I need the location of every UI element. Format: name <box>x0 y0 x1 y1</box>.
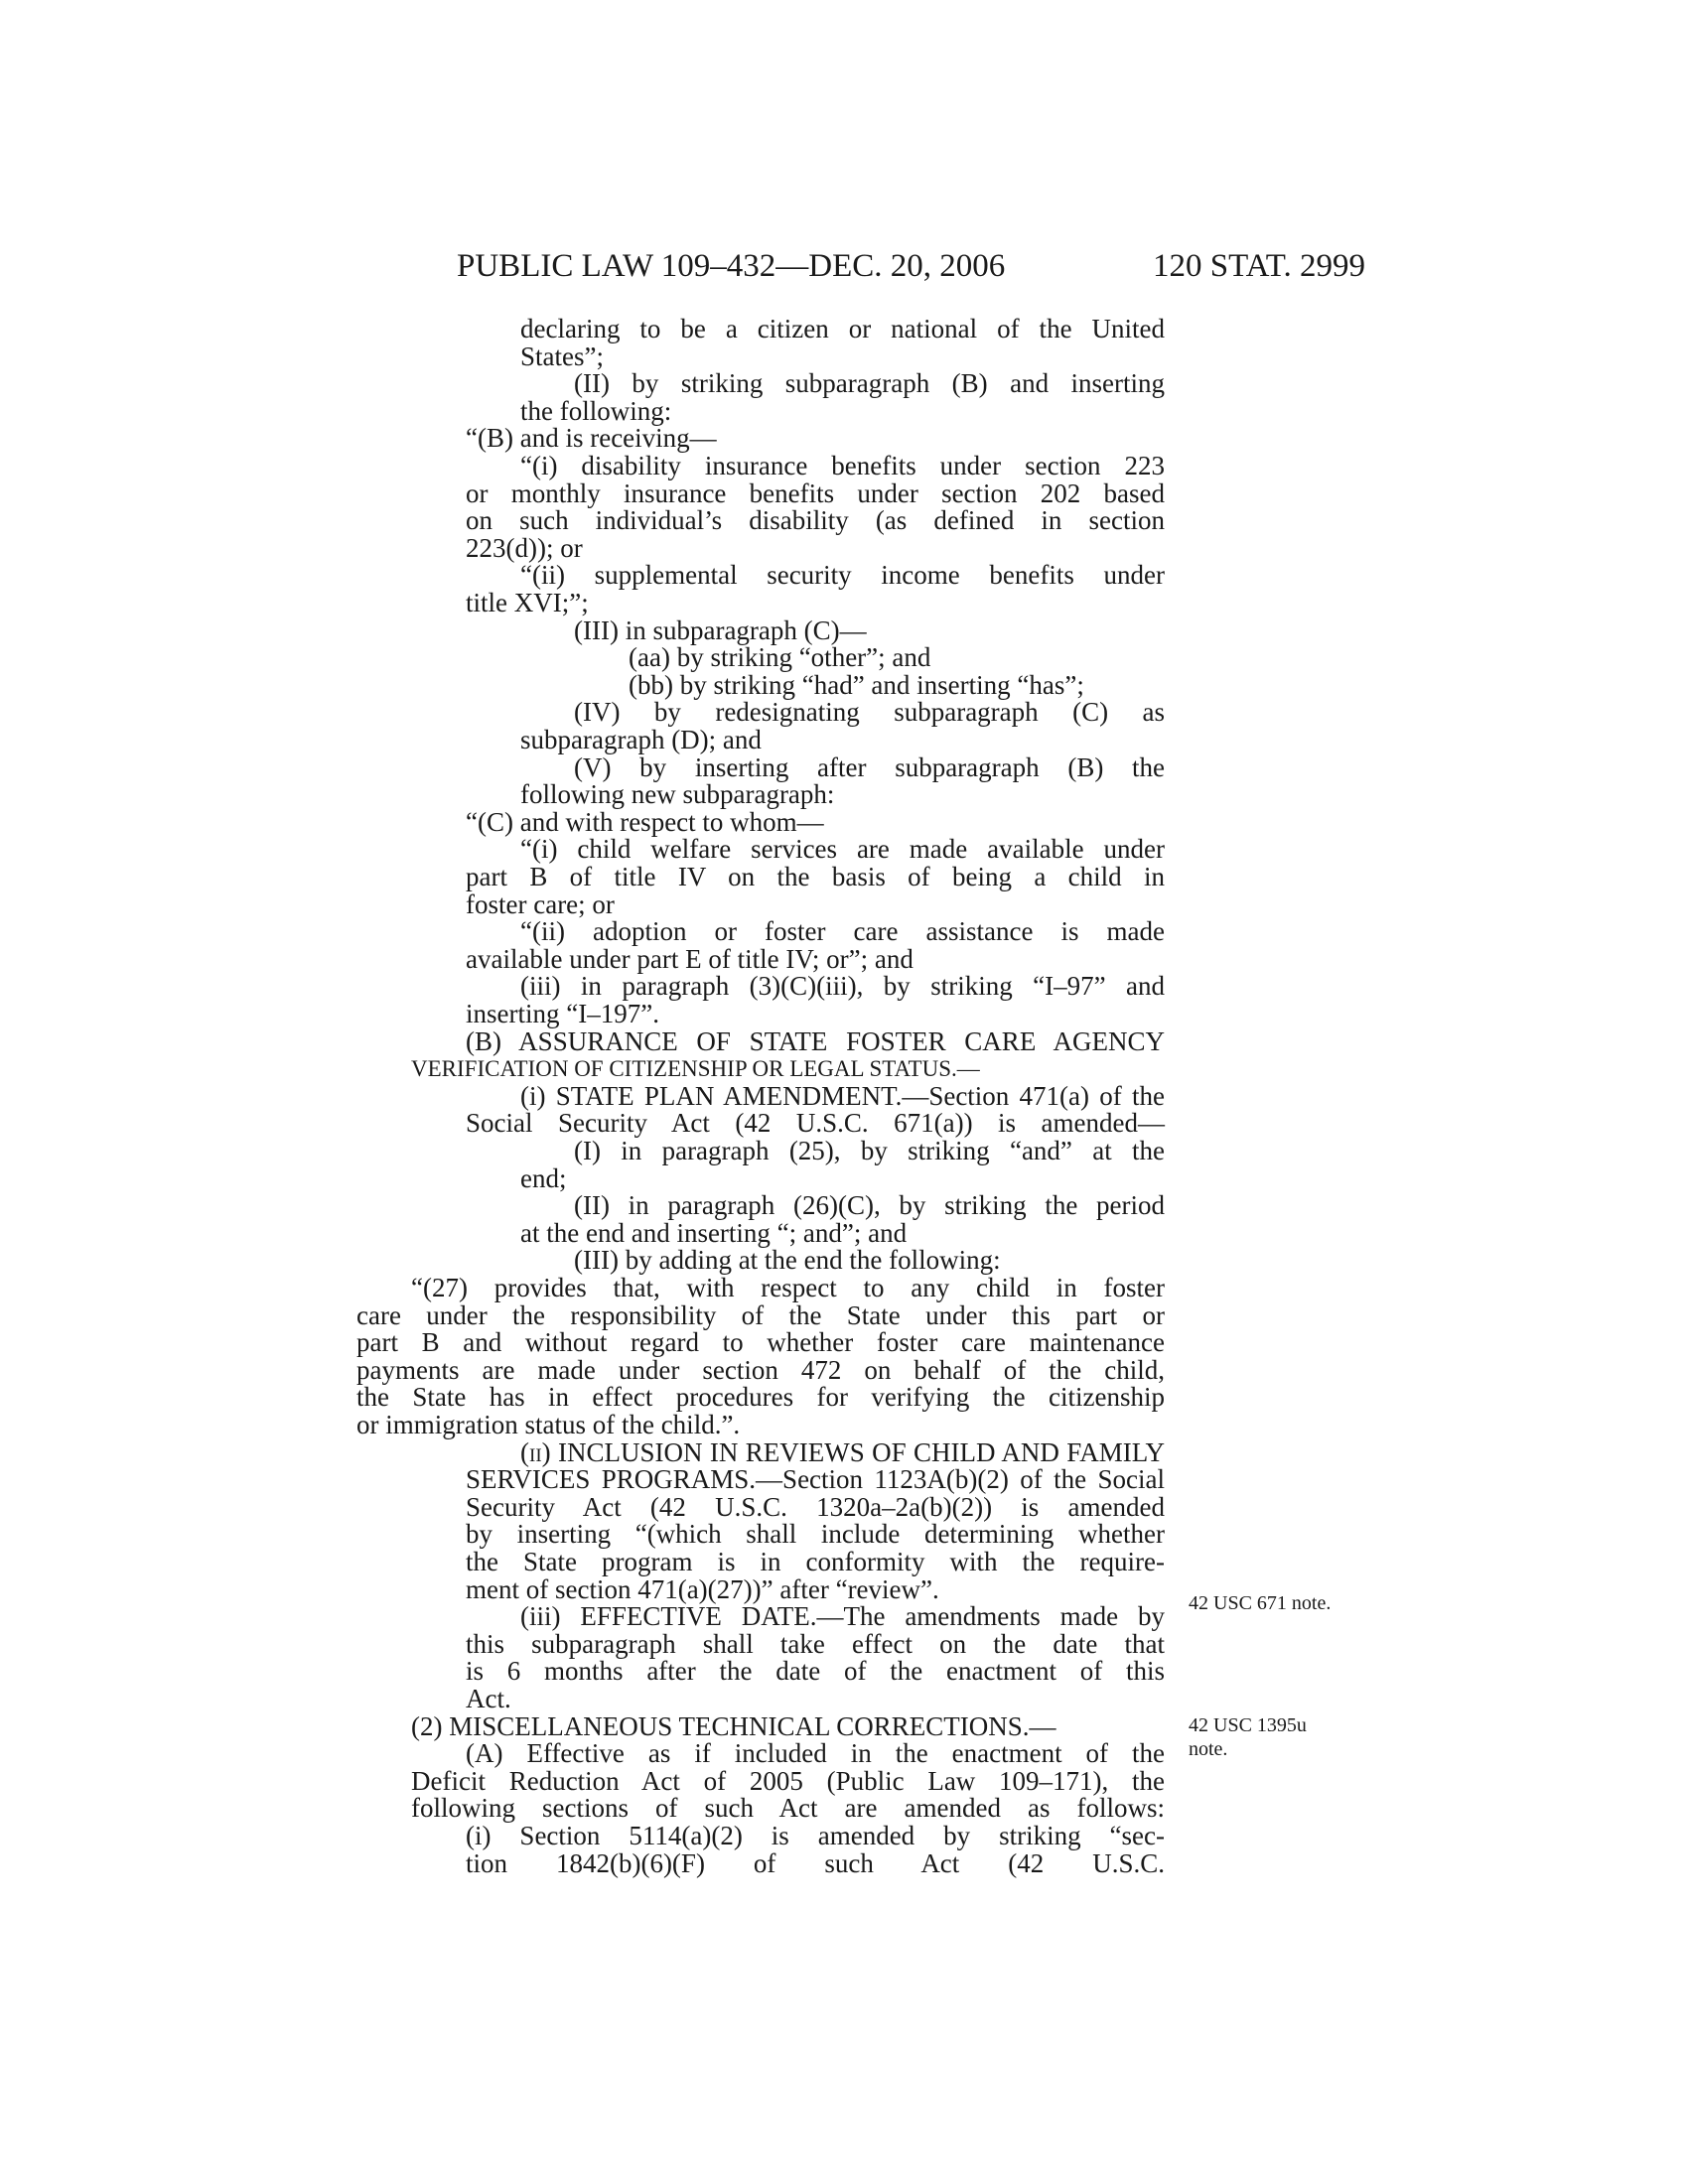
text-line: inserting “I–197”. <box>466 999 659 1028</box>
margin-note: 42 USC 671 note. <box>1189 1592 1332 1614</box>
text-line: (ii) INCLUSION IN REVIEWS OF CHILD AND FAMILY <box>520 1436 1165 1467</box>
header-title: PUBLIC LAW 109–432—DEC. 20, 2006 <box>457 248 1006 284</box>
text-line: (III) by adding at the end the following: <box>574 1245 1001 1276</box>
text-line: subparagraph (D); and <box>520 725 762 754</box>
text-line: (bb) by striking “had” and inserting “has”; <box>629 669 1084 700</box>
text-line: Social Security Act (42 U.S.C. 671(a)) is amended— <box>466 1108 1165 1139</box>
text-line: Act. <box>466 1684 511 1713</box>
text-line: this subparagraph shall take effect on the date that <box>466 1628 1165 1659</box>
text-line: title XVI;”; <box>466 588 589 617</box>
text-line: “(C) and with respect to whom— <box>466 806 824 837</box>
text-line: is 6 months after the date of the enactment of this <box>466 1656 1165 1687</box>
text-line: foster care; or <box>466 888 615 919</box>
text-line: the State program is in conformity with the require- <box>466 1547 1165 1576</box>
text-line: (iii) EFFECTIVE DATE.—The amendments made by <box>520 1601 1165 1632</box>
text-line: Deficit Reduction Act of 2005 (Public Law 109–171), the <box>411 1765 1165 1796</box>
text-line: (iii) in paragraph (3)(C)(iii), by striking “I–97” and <box>520 971 1165 1002</box>
text-line: available under part E of title IV; or”; and <box>466 943 914 974</box>
text-line: declaring to be a citizen or national of the United <box>520 314 1165 343</box>
text-line: (B) ASSURANCE OF STATE FOSTER CARE AGENCY <box>466 1025 1165 1056</box>
text-line: the following: <box>520 395 672 426</box>
text-line: (II) in paragraph (26)(C), by striking the period <box>574 1190 1165 1221</box>
text-line: or monthly insurance benefits under section 202 based <box>466 478 1165 508</box>
text-line: (III) in subparagraph (C)— <box>574 614 867 645</box>
text-line: part B and without regard to whether foster care maintenance <box>356 1327 1165 1358</box>
header-page-number: 120 STAT. 2999 <box>1152 248 1365 284</box>
text-line: ment of section 471(a)(27))” after “review”. <box>466 1573 939 1604</box>
text-line: “(i) child welfare services are made available under <box>520 834 1165 865</box>
text-line: Security Act (42 U.S.C. 1320a–2a(b)(2)) is amended <box>466 1491 1165 1522</box>
text-line: part B of title IV on the basis of being a child in <box>466 862 1165 891</box>
text-line: (II) by striking subparagraph (B) and inserting <box>574 368 1165 399</box>
margin-note: note. <box>1189 1738 1228 1760</box>
text-line: or immigration status of the child.”. <box>356 1410 741 1439</box>
text-line: “(B) and is receiving— <box>466 423 717 454</box>
text-line: (2) MISCELLANEOUS TECHNICAL CORRECTIONS.— <box>411 1710 1056 1741</box>
text-line: (A) Effective as if included in the enactment of the <box>466 1738 1165 1769</box>
text-line: following new subparagraph: <box>520 779 835 810</box>
text-line: “(27) provides that, with respect to any child in foster <box>411 1273 1165 1302</box>
text-line: end; <box>520 1162 567 1193</box>
text-line: States”; <box>520 341 604 371</box>
text-line: payments are made under section 472 on behalf of the child, <box>356 1354 1165 1385</box>
text-line: by inserting “(which shall include determining whether <box>466 1519 1165 1550</box>
text-line: (i) STATE PLAN AMENDMENT.—Section 471(a) of the <box>520 1080 1165 1111</box>
text-line: tion 1842(b)(6)(F) of such Act (42 U.S.C. <box>466 1847 1165 1878</box>
text-line: following sections of such Act are amended as follows: <box>411 1793 1165 1824</box>
text-line: (i) Section 5114(a)(2) is amended by striking “sec- <box>466 1821 1165 1850</box>
text-line: “(i) disability insurance benefits under section 223 <box>520 451 1165 480</box>
text-line: “(ii) adoption or foster care assistance is made <box>520 916 1165 947</box>
text-line: (I) in paragraph (25), by striking “and” at the <box>574 1136 1165 1165</box>
page-header <box>457 246 1365 286</box>
text-line: on such individual’s disability (as defined in section <box>466 505 1165 536</box>
text-line: 223(d)); or <box>466 532 583 563</box>
text-line: at the end and inserting “; and”; and <box>520 1217 908 1248</box>
text-line: SERVICES PROGRAMS.—Section 1123A(b)(2) of the Social <box>466 1464 1165 1495</box>
text-line: (V) by inserting after subparagraph (B) the <box>574 751 1165 782</box>
text-line: (IV) by redesignating subparagraph (C) as <box>574 697 1165 728</box>
text-line: “(ii) supplemental security income benefits under <box>520 560 1165 591</box>
text-line: care under the responsibility of the State under this part or <box>356 1299 1165 1330</box>
text-line: (aa) by striking “other”; and <box>629 642 931 673</box>
text-line: the State has in effect procedures for verifying the citizenship <box>356 1382 1165 1413</box>
margin-note: 42 USC 1395u <box>1189 1714 1307 1736</box>
text-line: VERIFICATION OF CITIZENSHIP OR LEGAL STATUS.— <box>411 1056 980 1082</box>
